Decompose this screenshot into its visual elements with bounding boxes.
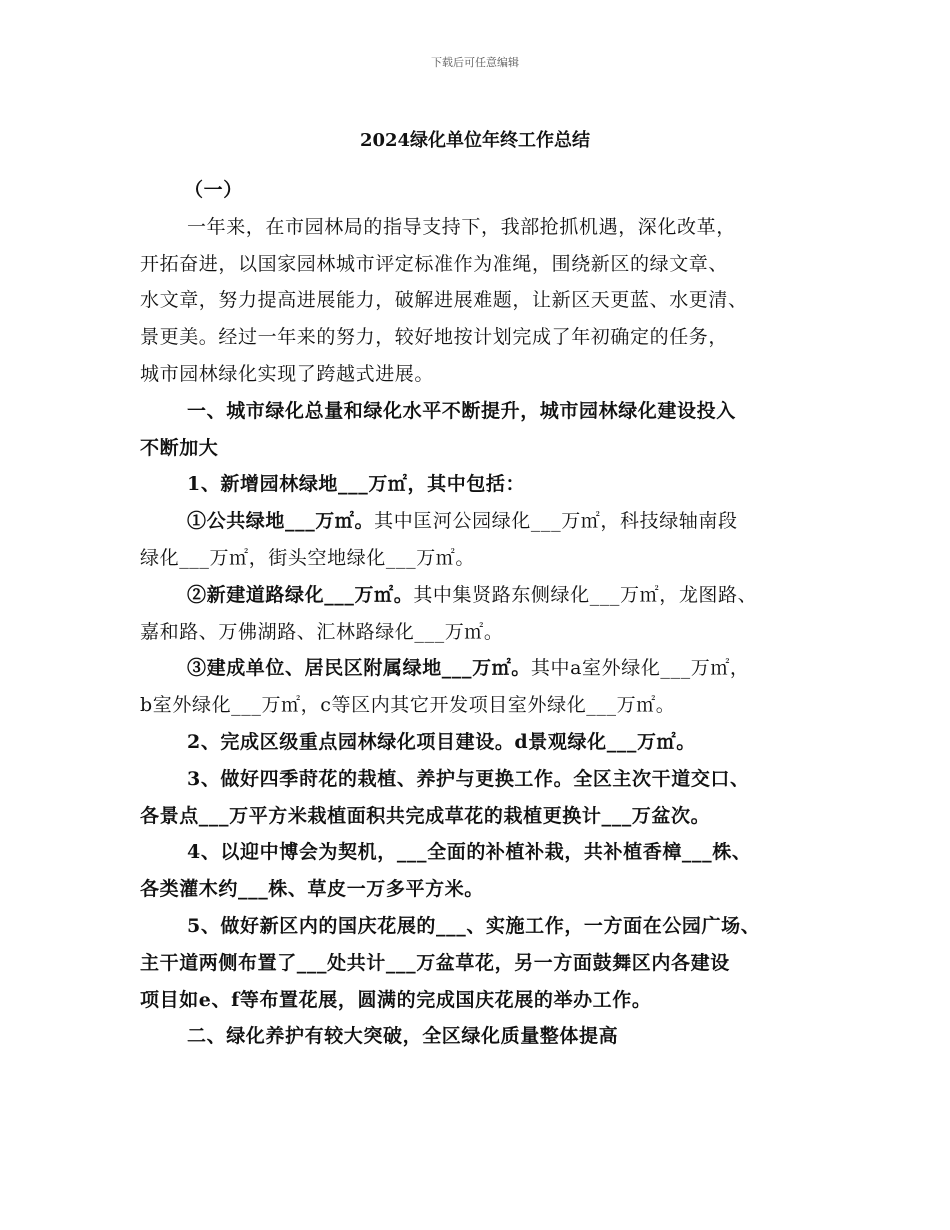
item-4: 4、以迎中博会为契机，___全面的补植补栽，共补植香樟___株、 [187, 841, 752, 864]
intro-line: 水文章，努力提高进展能力，破解进展难题，让新区天更蓝、水更清、 [140, 289, 748, 312]
sub-item-1 [140, 503, 840, 540]
item-3-cont: 各景点___万平方米栽植面积共完成草花的栽植更换计___万盆次。 [140, 804, 711, 827]
sub-item-3-cont: b室外绿化___万㎡，c等区内其它开发项目室外绿化___万㎡。 [140, 694, 676, 717]
sub-item-bold: ③建成单位、居民区附属绿地___万㎡。 [187, 657, 531, 680]
sub-item-2 [140, 577, 840, 614]
item-2: 2、完成区级重点园林绿化项目建设。d景观绿化___万㎡。 [187, 730, 696, 753]
item-5-cont: 项目如e、f等布置花展，圆满的完成国庆花展的举办工作。 [140, 988, 652, 1011]
document-body [140, 172, 840, 1055]
intro-line: 开拓奋进，以国家园林城市评定标准作为准绳，围绕新区的绿文章、 [140, 252, 729, 275]
item-5: 5、做好新区内的国庆花展的___、实施工作，一方面在公园广场、 [187, 914, 761, 937]
section-heading: 一、城市绿化总量和绿化水平不断提升，城市园林绿化建设投入 [187, 399, 736, 422]
intro-line: 城市园林绿化实现了跨越式进展。 [140, 362, 435, 385]
item-4-cont: 各类灌木约___株、草皮一万多平方米。 [140, 878, 484, 901]
sub-item-text: 其中匡河公园绿化___万㎡，科技绿轴南段 [374, 510, 738, 533]
page-header-note: 下载后可任意编辑 [431, 56, 519, 69]
document-title: 2024绿化单位年终工作总结 [359, 130, 591, 151]
intro-line: 景更美。经过一年来的努力，较好地按计划完成了年初确定的任务， [140, 326, 729, 349]
sub-item-text: 其中集贤路东侧绿化___万㎡，龙图路、 [413, 583, 758, 606]
sub-item-1-cont: 绿化___万㎡，街头空地绿化___万㎡。 [140, 546, 476, 569]
sub-item-2-cont: 嘉和路、万佛湖路、汇林路绿化___万㎡。 [140, 620, 504, 643]
intro-line: 一年来，在市园林局的指导支持下，我部抢抓机遇，深化改革， [187, 215, 736, 238]
item-5-cont: 主干道两侧布置了___处共计___万盆草花，另一方面鼓舞区内各建设 [140, 951, 730, 974]
part-label: （一） [184, 179, 243, 201]
sub-item-bold: ②新建道路绿化___万㎡。 [187, 583, 414, 606]
item-1: 1、新增园林绿地___万㎡，其中包括： [187, 473, 526, 496]
sub-item-bold: ①公共绿地___万㎡。 [187, 510, 375, 533]
item-3: 3、做好四季莳花的栽植、养护与更换工作。全区主次干道交口、 [187, 767, 750, 790]
section-heading-2: 二、绿化养护有较大突破，全区绿化质量整体提高 [187, 1025, 619, 1048]
sub-item-3 [140, 650, 840, 687]
sub-item-text: 其中a室外绿化___万㎡， [530, 657, 750, 680]
section-heading: 不断加大 [140, 436, 219, 459]
